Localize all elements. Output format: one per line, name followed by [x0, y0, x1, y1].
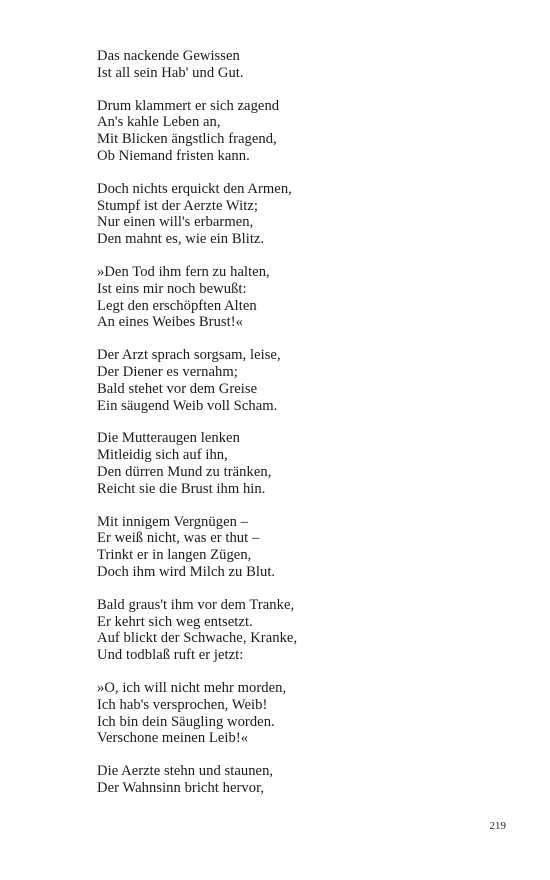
- verse-line: Und todblaß ruft er jetzt:: [97, 647, 244, 664]
- verse-line: Den mahnt es, wie ein Blitz.: [97, 231, 265, 248]
- verse-line: »Den Tod ihm fern zu halten,: [97, 263, 270, 280]
- verse-line: Ich bin dein Säugling worden.: [97, 713, 275, 730]
- verse-line: Verschone meinen Leib!«: [97, 730, 249, 747]
- stanza: [97, 98, 517, 165]
- verse-line: Legt den erschöpften Alten: [97, 297, 257, 314]
- verse-line: An's kahle Leben an,: [97, 114, 221, 131]
- verse-line: Nur einen will's erbarmen,: [97, 214, 254, 231]
- stanza: [97, 48, 517, 82]
- verse-line: Ein säugend Weib voll Scham.: [97, 397, 278, 414]
- verse-line: Der Arzt sprach sorgsam, leise,: [97, 347, 281, 364]
- verse-line: Der Wahnsinn bricht hervor,: [97, 779, 265, 796]
- verse-line: Doch ihm wird Milch zu Blut.: [97, 563, 276, 580]
- verse-line: Die Aerzte stehn und staunen,: [97, 763, 274, 780]
- verse-line: Mit Blicken ängstlich fragend,: [97, 131, 277, 148]
- verse-line: Drum klammert er sich zagend: [97, 97, 280, 114]
- verse-line: Ich hab's versprochen, Weib!: [97, 696, 268, 713]
- verse-line: Doch nichts erquickt den Armen,: [97, 180, 292, 197]
- poem-text: [97, 48, 517, 813]
- verse-line: Auf blickt der Schwache, Kranke,: [97, 630, 298, 647]
- verse-line: Trinkt er in langen Zügen,: [97, 547, 252, 564]
- verse-line: Reicht sie die Brust ihm hin.: [97, 480, 266, 497]
- verse-line: Den dürren Mund zu tränken,: [97, 463, 272, 480]
- stanza: [97, 347, 517, 414]
- verse-line: Ist eins mir noch bewußt:: [97, 280, 247, 297]
- verse-line: Mit innigem Vergnügen –: [97, 513, 248, 530]
- page-number: 219: [489, 820, 506, 832]
- stanza: [97, 597, 517, 664]
- verse-line: Bald graus't ihm vor dem Tranke,: [97, 596, 295, 613]
- stanza: [97, 264, 517, 331]
- verse-line: Der Diener es vernahm;: [97, 363, 238, 380]
- stanza: [97, 763, 517, 797]
- verse-line: »O, ich will nicht mehr morden,: [97, 679, 287, 696]
- stanza: [97, 514, 517, 581]
- verse-line: Bald stehet vor dem Greise: [97, 380, 258, 397]
- verse-line: Er weiß nicht, was er thut –: [97, 530, 260, 547]
- verse-line: Er kehrt sich weg entsetzt.: [97, 613, 253, 630]
- verse-line: Die Mutteraugen lenken: [97, 430, 240, 447]
- verse-line: Stumpf ist der Aerzte Witz;: [97, 197, 258, 214]
- verse-line: An eines Weibes Brust!«: [97, 314, 244, 331]
- stanza: [97, 430, 517, 497]
- verse-line: Das nackende Gewissen: [97, 48, 240, 64]
- stanza: [97, 680, 517, 747]
- verse-line: Ob Niemand fristen kann.: [97, 147, 250, 164]
- stanza: [97, 181, 517, 248]
- verse-line: Ist all sein Hab' und Gut.: [97, 64, 244, 81]
- verse-line: Mitleidig sich auf ihn,: [97, 447, 228, 464]
